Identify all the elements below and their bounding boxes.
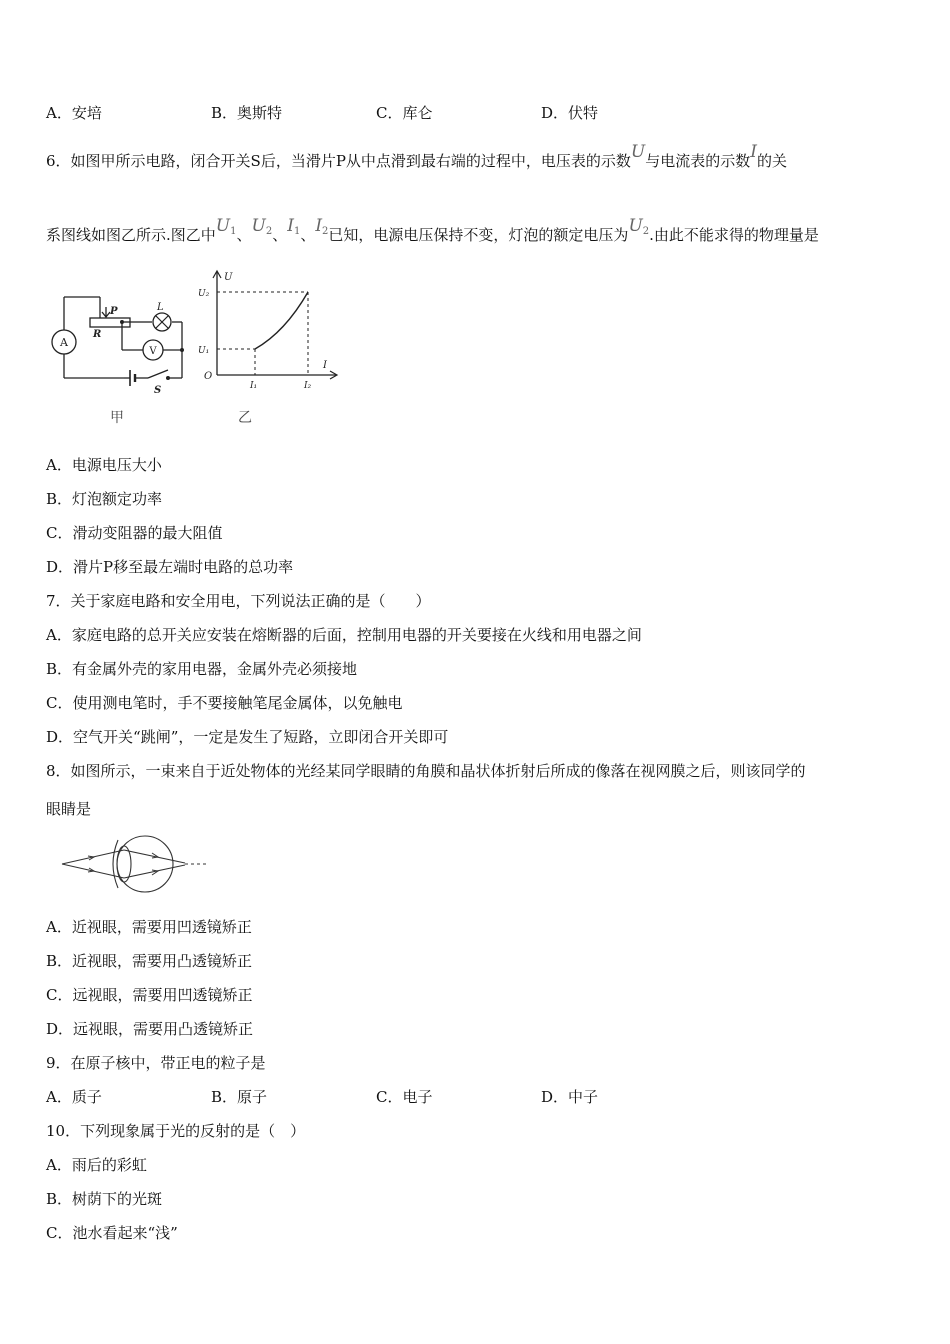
figure-jia-caption: 甲 <box>110 410 124 426</box>
q9-option-a: A．质子 <box>46 1088 102 1106</box>
slider-label: P <box>110 306 118 317</box>
q8-option-d: D．远视眼，需要用凸透镜矫正 <box>46 1020 254 1038</box>
q10-option-b: B．树荫下的光斑 <box>46 1190 163 1208</box>
eye-diagram <box>60 832 210 896</box>
q6-option-a: A．电源电压大小 <box>46 456 162 474</box>
q9-stem: 9．在原子核中，带正电的粒子是 <box>46 1054 266 1072</box>
q6-option-d: D．滑片P移至最左端时电路的总功率 <box>46 558 294 576</box>
symbol-i1: I <box>287 216 294 236</box>
symbol-u: U <box>630 142 646 162</box>
q7-option-a: A．家庭电路的总开关应安装在熔断器的后面，控制用电器的开关要接在火线和用电器之间 <box>46 626 642 644</box>
symbol-u1: U <box>215 216 231 236</box>
circuit-diagram-jia <box>64 297 182 386</box>
q8-option-c: C．远视眼，需要用凹透镜矫正 <box>46 986 253 1004</box>
q6-stem-line1: 6．如图甲所示电路，闭合开关S后，当滑片P从中点滑到最右端的过程中，电压表的示数U与电流表的示数I的关 <box>46 142 787 170</box>
q6-option-c: C．滑动变阻器的最大阻值 <box>46 524 223 542</box>
rheostat-label: R <box>93 329 102 340</box>
q10-stem: 10．下列现象属于光的反射的是（ ） <box>46 1122 306 1140</box>
figure-yi-caption: 乙 <box>238 410 252 426</box>
q9-options <box>46 1086 666 1108</box>
ammeter-label: A <box>60 336 68 349</box>
q6-figures <box>40 262 360 432</box>
symbol-u2-rated: U <box>628 216 643 236</box>
q7-option-d: D．空气开关“跳闸”，一定是发生了短路，立即闭合开关即可 <box>46 728 449 746</box>
q10-option-c: C．池水看起来“浅” <box>46 1224 178 1242</box>
q5-option-b: B．奥斯特 <box>211 104 283 122</box>
symbol-i: I <box>750 142 757 162</box>
q7-stem: 7．关于家庭电路和安全用电，下列说法正确的是（ ） <box>46 592 431 610</box>
graph-origin-label: O <box>204 371 213 382</box>
graph-yi <box>213 271 337 379</box>
q5-options <box>46 102 666 124</box>
symbol-u2: U <box>251 216 266 236</box>
voltmeter-label: V <box>149 346 157 357</box>
graph-x-label: I <box>323 360 327 371</box>
q8-stem-line2: 眼睛是 <box>46 800 92 818</box>
graph-y-label: U <box>224 272 233 283</box>
q9-option-d: D．中子 <box>541 1088 599 1106</box>
lamp-label: L <box>157 302 164 313</box>
graph-u2-label: U₂ <box>198 289 210 299</box>
q9-option-c: C．电子 <box>376 1088 433 1106</box>
q6-option-b: B．灯泡额定功率 <box>46 490 163 508</box>
q7-option-b: B．有金属外壳的家用电器，金属外壳必须接地 <box>46 660 358 678</box>
q5-option-c: C．库仑 <box>376 104 433 122</box>
q8-stem-line1: 8．如图所示，一束来自于近处物体的光经某同学眼睛的角膜和晶状体折射后所成的像落在视网膜之后，则该同学的 <box>46 762 806 780</box>
q7-option-c: C．使用测电笔时，手不要接触笔尾金属体，以免触电 <box>46 694 403 712</box>
symbol-i2: I <box>315 216 323 236</box>
q9-option-b: B．原子 <box>211 1088 268 1106</box>
q8-option-a: A．近视眼，需要用凹透镜矫正 <box>46 918 252 936</box>
q5-option-d: D．伏特 <box>541 104 599 122</box>
graph-u1-label: U₁ <box>198 346 210 356</box>
q6-stem-line2: 系图线如图乙所示.图乙中$U_1$、$U_2$、$I_1$、$I_2$已知，电源电压保持不变，灯泡的额定电压为$U_2$.由此不能求得的物理量是 <box>46 216 819 244</box>
q10-option-a: A．雨后的彩虹 <box>46 1156 147 1174</box>
graph-i1-label: I₁ <box>250 381 258 391</box>
u-i-curve <box>255 292 308 349</box>
q8-option-b: B．近视眼，需要用凸透镜矫正 <box>46 952 253 970</box>
graph-i2-label: I₂ <box>304 381 312 391</box>
switch-label: S <box>154 385 162 396</box>
q5-option-a: A．安培 <box>46 104 102 122</box>
